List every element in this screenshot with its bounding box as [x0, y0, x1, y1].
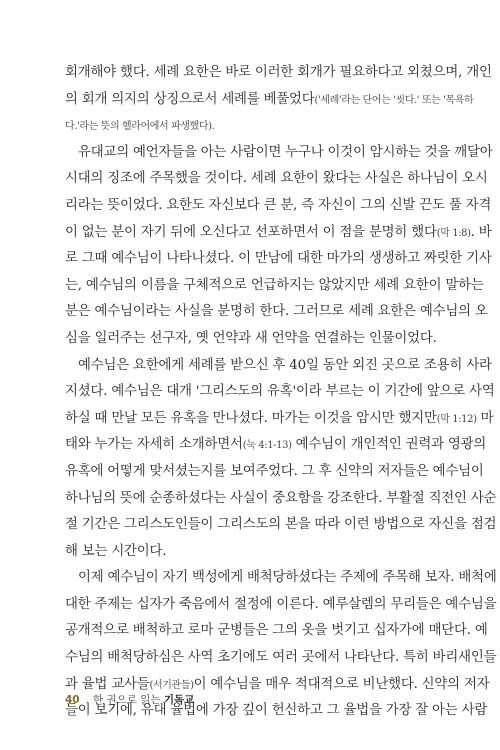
text-line: 유혹에 어떻게 맞서셨는지를 보여주었다. 그 후 신약의 저자들은 예수님이: [65, 463, 484, 479]
text-line: 분은 예수님이라는 사실을 분명히 한다. 그러므로 세례 요한은 예수님의 오: [65, 304, 488, 320]
text-line: 의 회개 의지의 상징으로서 세례를 베풀었다('세례'라는 단어는 '씻다.' 또는 '목욕하: [65, 91, 474, 107]
text-line: 해 보는 시간이다.: [65, 543, 167, 559]
scripture-reference: (막 1:8): [436, 227, 471, 239]
running-title: 한 권으로 읽는: [92, 694, 161, 706]
text-line: [65, 113, 435, 140]
text-line: 지셨다. 예수님은 대개 '그리스도의 유혹'이라 부르는 이 기간에 앞으로 사역: [65, 384, 495, 400]
inline-note: (서기관들): [149, 679, 194, 691]
paragraph-start-line: 예수님은 요한에게 세례를 받으신 후 40일 동안 외진 곳으로 조용히 사라: [78, 357, 492, 373]
text-line: 하나님의 뜻에 순종하셨다는 사실이 중요함을 강조한다. 부활절 직전인 사순: [65, 490, 497, 506]
text-line: 심을 일러주는 선구자, 옛 언약과 새 언약을 연결하는 인물이었다.: [65, 330, 437, 346]
scripture-reference: (막 1:12): [436, 413, 477, 425]
text-line: 리라는 뜻이었다. 요한도 자신보다 큰 분, 즉 자신이 그의 신발 끈도 풀 자격: [65, 197, 492, 213]
text-line: 과 율법 교사들(서기관들)이 예수님을 매우 적대적으로 비난했다. 신약의 저자: [65, 676, 490, 692]
page-footer: [65, 692, 194, 708]
text-line: 하실 때 만날 모든 유혹을 만나셨다. 마가는 이것을 암시만 했지만(막 1:12) 마: [65, 410, 494, 426]
inline-note: ('세례'라는 단어는 '씻다.' 또는 '목욕하: [314, 94, 474, 106]
text-line: 이 없는 분이 자기 뒤에 오신다고 선포하면서 이 점을 분명히 했다(막 1:8). 바: [65, 224, 492, 240]
scripture-reference: (눅 4:1-13): [242, 440, 292, 452]
text-line: 는, 예수님의 이름을 구체적으로 언급하지는 않았지만 세례 요한이 말하는: [65, 277, 484, 293]
inline-note: 다.'라는 뜻의 헬라어에서 파생했다).: [65, 121, 215, 133]
text-line: 절 기간은 그리스도인들이 그리스도의 본을 따라 이런 방법으로 자신을 점검: [65, 517, 497, 533]
page-number: 40: [65, 694, 80, 706]
text-line: 대한 주제는 십자가 죽음에서 절정에 이른다. 예루살렘의 무리들은 예수님을: [65, 596, 497, 612]
running-title-emphasis: 기독교: [163, 694, 195, 706]
text-line: 태와 누가는 자세히 소개하면서(눅 4:1-13) 예수님이 개인적인 권력과 영광의: [65, 437, 487, 453]
paragraph-start-line: 유대교의 예언자들을 아는 사람이면 누구나 이것이 암시하는 것을 깨달아: [78, 144, 493, 160]
text-line: 시대의 징조에 주목했을 것이다. 세례 요한이 왔다는 사실은 하나님이 오시: [65, 171, 488, 187]
paragraph-start-line: 이제 예수님이 자기 백성에게 배척당하셨다는 주제에 주목해 보자. 배척에: [78, 570, 497, 586]
text-line: 회개해야 했다. 세례 요한은 바로 이러한 회개가 필요하다고 외쳤으며, 개인: [65, 65, 492, 80]
text-line: 로 그때 예수님이 나타나셨다. 이 만남에 대한 마가의 생생하고 짜릿한 기사: [65, 251, 492, 267]
text-line: 공개적으로 배척하고 로마 군병들은 그의 옷을 벗기고 십자가에 매단다. 예: [65, 623, 488, 639]
body-text: [65, 60, 497, 725]
text-line: 수님의 배척당하심은 사역 초기에도 여러 곳에서 나타난다. 특히 바리새인들: [65, 650, 497, 666]
text-line: 들이 보기에, 유대 율법에 가장 깊이 헌신하고 그 율법을 가장 잘 아는 사람: [65, 703, 488, 719]
